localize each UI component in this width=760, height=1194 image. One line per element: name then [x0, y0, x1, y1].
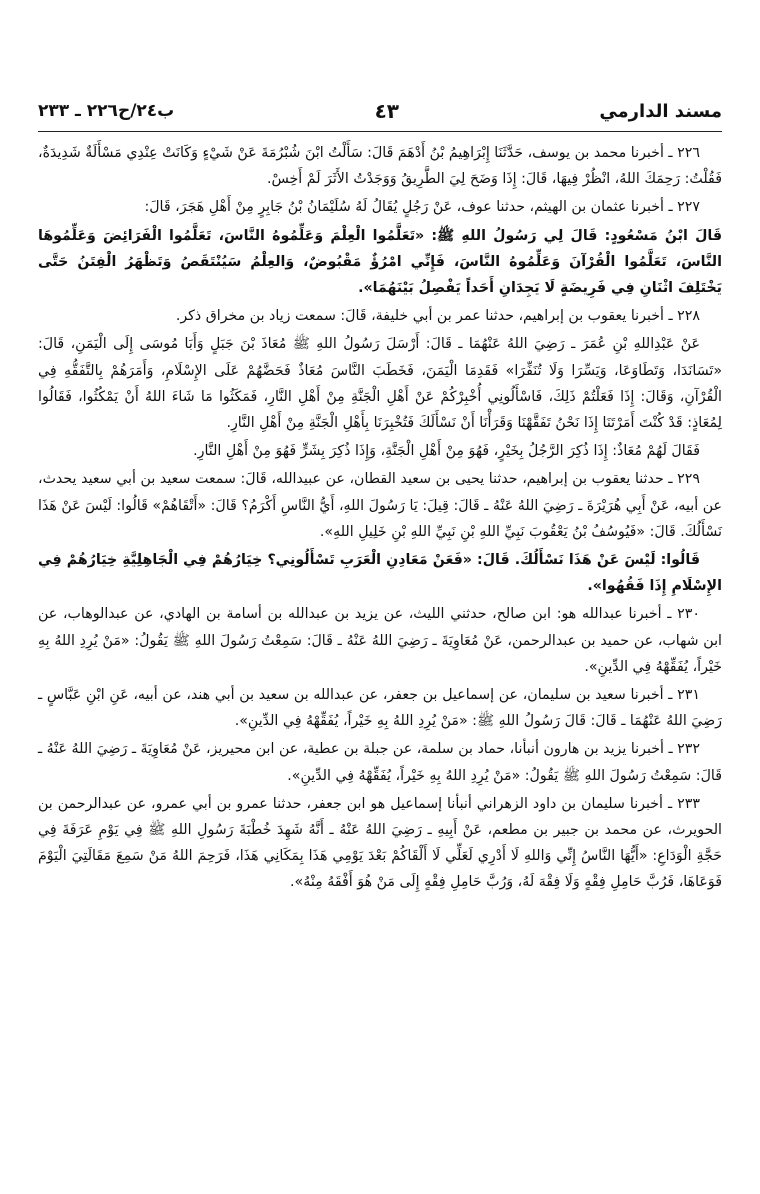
hadith-229: ٢٢٩ ـ حدثنا يعقوب بن إبراهيم، حدثنا يحيى بن سعيد القطان، عن عبيدالله، قَالَ: سمعت سعيد بن أبي سعيد يحدث، عن أبيه، عَنْ أَبِي هُرَيْرَةَ ـ رَضِيَ اللهُ عَنْهُ ـ قَالَ: قِيلَ: يَا رَسُولَ اللهِ، أَيُّ النَّاسِ أَكْرَمُ؟ قَالَ: «أَتْقَاهُمْ» قَالُوا: لَيْسَ عَنْ هَذَا نَسْأَلُكَ. قَالَ: «فَيُوسُفُ بْنُ يَعْقُوبَ نَبِيِّ اللهِ بْنِ نَبِيِّ اللهِ بْنِ خَلِيلِ اللهِ». — [38, 471, 722, 540]
header-divider — [38, 131, 722, 132]
page-header — [38, 94, 722, 128]
hadith-232: ٢٣٢ ـ أخبرنا يزيد بن هارون أنبأنا، حماد بن سلمة، عن جبلة بن عطية، عن ابن محيريز، عَنْ مُعَاوِيَةَ ـ رَضِيَ اللهُ عَنْهُ ـ قَالَ: سَمِعْتُ رَسُولَ اللهِ ﷺ يَقُولُ: «مَنْ يُرِدِ اللهُ بِهِ خَيْراً، يُفَقِّهْهُ فِي الدِّينِ». — [38, 741, 722, 784]
hadith-228-conclusion: فَقَالَ لَهُمْ مُعَاذٌ: إِذَا ذُكِرَ الرَّجُلُ بِخَيْرٍ، فَهُوَ مِنْ أَهْلِ الْجَنَّةِ، وَإِذَا ذُكِرَ بِشَرٍّ فَهُوَ مِنْ أَهْلِ النَّارِ. — [193, 443, 700, 460]
hadith-range-reference: ب٢٤/ح٢٢٦ ـ ٢٣٣ — [38, 101, 175, 121]
page-body — [38, 140, 722, 898]
book-title: مسند الدارمي — [599, 100, 722, 122]
hadith-233: ٢٣٣ ـ أخبرنا سليمان بن داود الزهراني أنبأنا إسماعيل هو ابن جعفر، حدثنا عمرو بن أبي عمرو، عن عبدالرحمن بن الحويرث، عن محمد بن جبير بن مطعم، عَنْ أَبِيهِ ـ رَضِيَ اللهُ عَنْهُ ـ أَنَّهُ شَهِدَ خُطْبَةَ رَسُولِ اللهِ ﷺ فِي يَوْمِ عَرَفَةَ فِي حَجَّةِ الْوَدَاعِ: «أَيُّهَا النَّاسُ إِنِّي وَاللهِ لَا أَدْرِي لَعَلِّي لَا أَلْقَاكُمْ بَعْدَ يَوْمِي هَذَا بِمَكَانِي هَذَا، فَرَحِمَ اللهُ مَنْ سَمِعَ مَقَالَتِيَ الْيَوْمَ فَوَعَاهَا، فَرُبَّ حَامِلِ فِقْهٍ وَلَا فِقْهَ لَهُ، وَرُبَّ حَامِلِ فِقْهٍ إِلَى مَنْ هُوَ أَفْقَهُ مِنْهُ». — [38, 795, 722, 891]
hadith-231: ٢٣١ ـ أخبرنا سعيد بن سليمان، عن إسماعيل بن جعفر، عن عبدالله بن سعيد بن أبي هند، عن أبيه، عَنِ ابْنِ عَبَّاسٍ ـ رَضِيَ اللهُ عَنْهُمَا ـ قَالَ: قَالَ رَسُولُ اللهِ ﷺ: «مَنْ يُرِدِ اللهُ بِهِ خَيْراً، يُفَقِّهْهُ فِي الدِّينِ». — [38, 687, 722, 730]
hadith-226: ٢٢٦ ـ أخبرنا محمد بن يوسف، حَدَّثَنَا إِبْرَاهِيمُ بْنُ أَدْهَمَ قَالَ: سَأَلْتُ ابْنَ شُبْرُمَةَ عَنْ شَيْءٍ وَكَانَتْ عِنْدِي مَسْأَلَةٌ شَدِيدَةٌ، فَقُلْتُ: رَحِمَكَ اللهُ، انْظُرْ فِيهَا، قَالَ: إِذَا وَضَحَ لِيَ الطَّرِيقُ وَوَجَدْتُ الأَثَرَ لَمْ أَخِسْ. — [38, 145, 722, 188]
hadith-228-isnad: ٢٢٨ ـ أخبرنا يعقوب بن إبراهيم، حدثنا عمر بن أبي خليفة، قَالَ: سمعت زياد بن مخراق ذكر. — [175, 308, 700, 325]
hadith-229-continued: قَالُوا: لَيْسَ عَنْ هَذَا نَسْأَلُكَ. قَالَ: «فَعَنْ مَعَادِنِ الْعَرَبِ تَسْأَلُونِي؟ خِيَارُهُمْ فِي الْجَاهِلِيَّةِ خِيَارُهُمْ فِي الإِسْلَامِ إِذَا فَقُهُوا». — [38, 552, 722, 595]
hadith-230: ٢٣٠ ـ أخبرنا عبدالله هو: ابن صالح، حدثني الليث، عن يزيد بن عبدالله بن أسامة بن الهادي، عن عبدالوهاب، عن ابن شهاب، عن حميد بن عبدالرحمن، عَنْ مُعَاوِيَةَ ـ رَضِيَ اللهُ عَنْهُ ـ قَالَ: سَمِعْتُ رَسُولَ اللهِ ﷺ يَقُولُ: «مَنْ يُرِدِ اللهُ بِهِ خَيْراً، يُفَقِّهْهُ فِي الدِّينِ». — [38, 606, 722, 675]
hadith-227-matn: قَالَ ابْنُ مَسْعُودٍ: قَالَ لِي رَسُولُ اللهِ ﷺ: «تَعَلَّمُوا الْعِلْمَ وَعَلِّمُوهُ النَّاسَ، تَعَلَّمُوا الْفَرَائِضَ وَعَلِّمُوهَا النَّاسَ، تَعَلَّمُوا الْقُرْآنَ وَعَلِّمُوهُ النَّاسَ، فَإِنِّي امْرُؤٌ مَقْبُوضٌ، وَالعِلْمُ سَيُنْتَقَصُ وَتَظْهَرُ الْفِتَنُ حَتَّى يَخْتَلِفَ اثْنَانِ فِي فَرِيضَةٍ لَا يَجِدَانِ أَحَداً يَفْصِلُ بَيْنَهُمَا». — [38, 227, 722, 297]
hadith-227-isnad: ٢٢٧ ـ أخبرنا عثمان بن الهيثم، حدثنا عوف، عَنْ رَجُلٍ يُقَالُ لَهُ سُلَيْمَانُ بْنُ جَابِرٍ مِنْ أَهْلِ هَجَرَ، قَالَ: — [144, 199, 700, 216]
page-number: ٤٣ — [374, 99, 399, 123]
hadith-228-matn: عَنْ عَبْدِاللهِ بْنِ عُمَرَ ـ رَضِيَ اللهُ عَنْهُمَا ـ قَالَ: أَرْسَلَ رَسُولُ اللهِ ﷺ مُعَاذَ بْنَ جَبَلٍ وَأَبَا مُوسَى إِلَى الْيَمَنِ، قَالَ: «تَسَانَدَا، وَتَطَاوَعَا، وَيَسِّرَا وَلَا تُنَفِّرَا» فَقَدِمَا الْيَمَنَ، فَخَطَبَ النَّاسَ مُعَاذٌ فَحَضَّهُمْ عَلَى الإِسْلَامِ، وَأَمَرَهُمْ بِالتَّفَقُّهِ فِي الْقُرْآنِ، وَقَالَ: إِذَا فَعَلْتُمْ ذَلِكَ، فَاسْأَلُونِي أُخْبِرْكُمْ عَنْ أَهْلِ الْجَنَّةِ مِنْ أَهْلِ النَّارِ، فَمَكَثُوا مَا شَاءَ اللهُ أَنْ يَمْكُثُوا، فَقَالُوا لِمُعَاذٍ: قَدْ كُنْتَ أَمَرْتَنَا إِذَا نَحْنُ تَفَقَّهْنَا وَقَرَأْنَا أَنْ نَسْأَلَكَ فَتُخْبِرَنَا بِأَهْلِ الْجَنَّةِ مِنْ أَهْلِ النَّارِ. — [38, 336, 722, 432]
